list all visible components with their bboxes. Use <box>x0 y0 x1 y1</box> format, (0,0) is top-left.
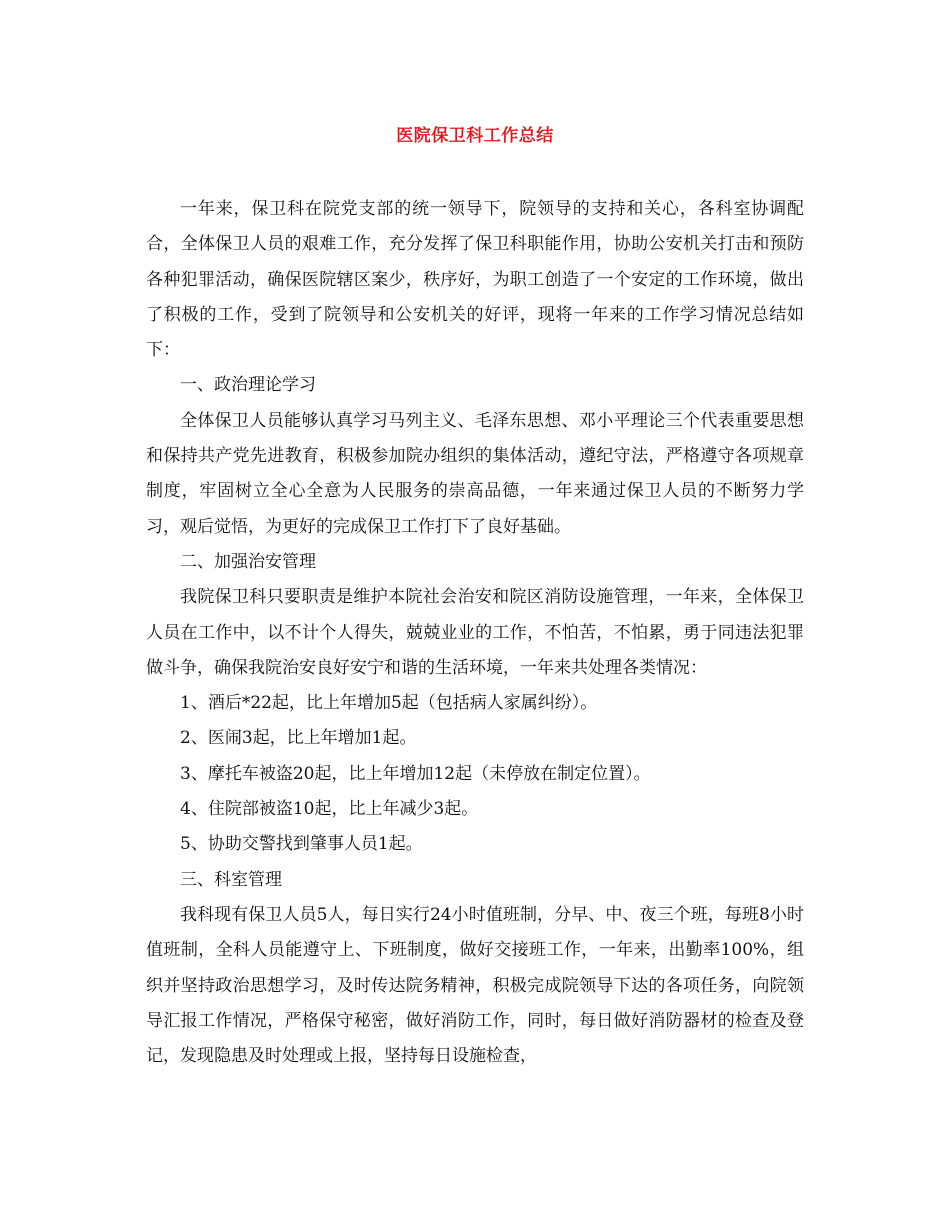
list-item: 1、酒后*22起，比上年增加5起（包括病人家属纠纷）。 <box>180 693 598 714</box>
list-item: 5、协助交警找到肇事人员1起。 <box>180 834 423 855</box>
intro-paragraph: 一年来，保卫科在院党支部的统一领导下，院领导的支持和关心，各科室协调配合，全体保卫人员的艰难工作，充分发挥了保卫科职能作用，协助公安机关打击和预防各种犯罪活动，确保医院辖区案少，秩序好，为职工创造了一个安定的工作环境，做出了积极的工作，受到了院领导和公安机关的好评，现将一年来的工作学习情况总结如下： <box>146 199 804 361</box>
section-heading-security-management: 二、加强治安管理 <box>180 551 316 572</box>
document-title: 医院保卫科工作总结 <box>396 126 554 146</box>
document-body <box>146 192 804 1074</box>
political-study-paragraph: 全体保卫人员能够认真学习马列主义、毛泽东思想、邓小平理论三个代表重要思想和保持共产党先进教育，积极参加院办组织的集体活动，遵纪守法，严格遵守各项规章制度，牢固树立全心全意为人民服务的崇高品德，一年来通过保卫人员的不断努力学习，观后觉悟，为更好的完成保卫工作打下了良好基础。 <box>146 410 804 537</box>
list-item: 3、摩托车被盗20起，比上年增加12起（未停放在制定位置）。 <box>180 763 651 784</box>
security-management-paragraph: 我院保卫科只要职责是维护本院社会治安和院区消防设施管理，一年来，全体保卫人员在工作中，以不计个人得失，兢兢业业的工作，不怕苦，不怕累，勇于同违法犯罪做斗争，确保我院治安良好安宁和谐的生活环境，一年来共处理各类情况： <box>146 587 804 678</box>
list-item: 2、医闹3起，比上年增加1起。 <box>180 728 417 749</box>
section-heading-department-management: 三、科室管理 <box>180 869 282 890</box>
section-heading-political-study: 一、政治理论学习 <box>180 375 316 396</box>
list-item: 4、住院部被盗10起，比上年减少3起。 <box>180 799 479 820</box>
department-management-paragraph: 我科现有保卫人员5人，每日实行24小时值班制，分早、中、夜三个班，每班8小时值班制，全科人员能遵守上、下班制度，做好交接班工作，一年来，出勤率100%，组织并坚持政治思想学习，及时传达院务精神，积极完成院领导下达的各项任务，向院领导汇报工作情况，严格保守秘密，做好消防工作，同时，每日做好消防器材的检查及登记，发现隐患及时处理或上报，坚持每日设施检查， <box>146 904 804 1067</box>
